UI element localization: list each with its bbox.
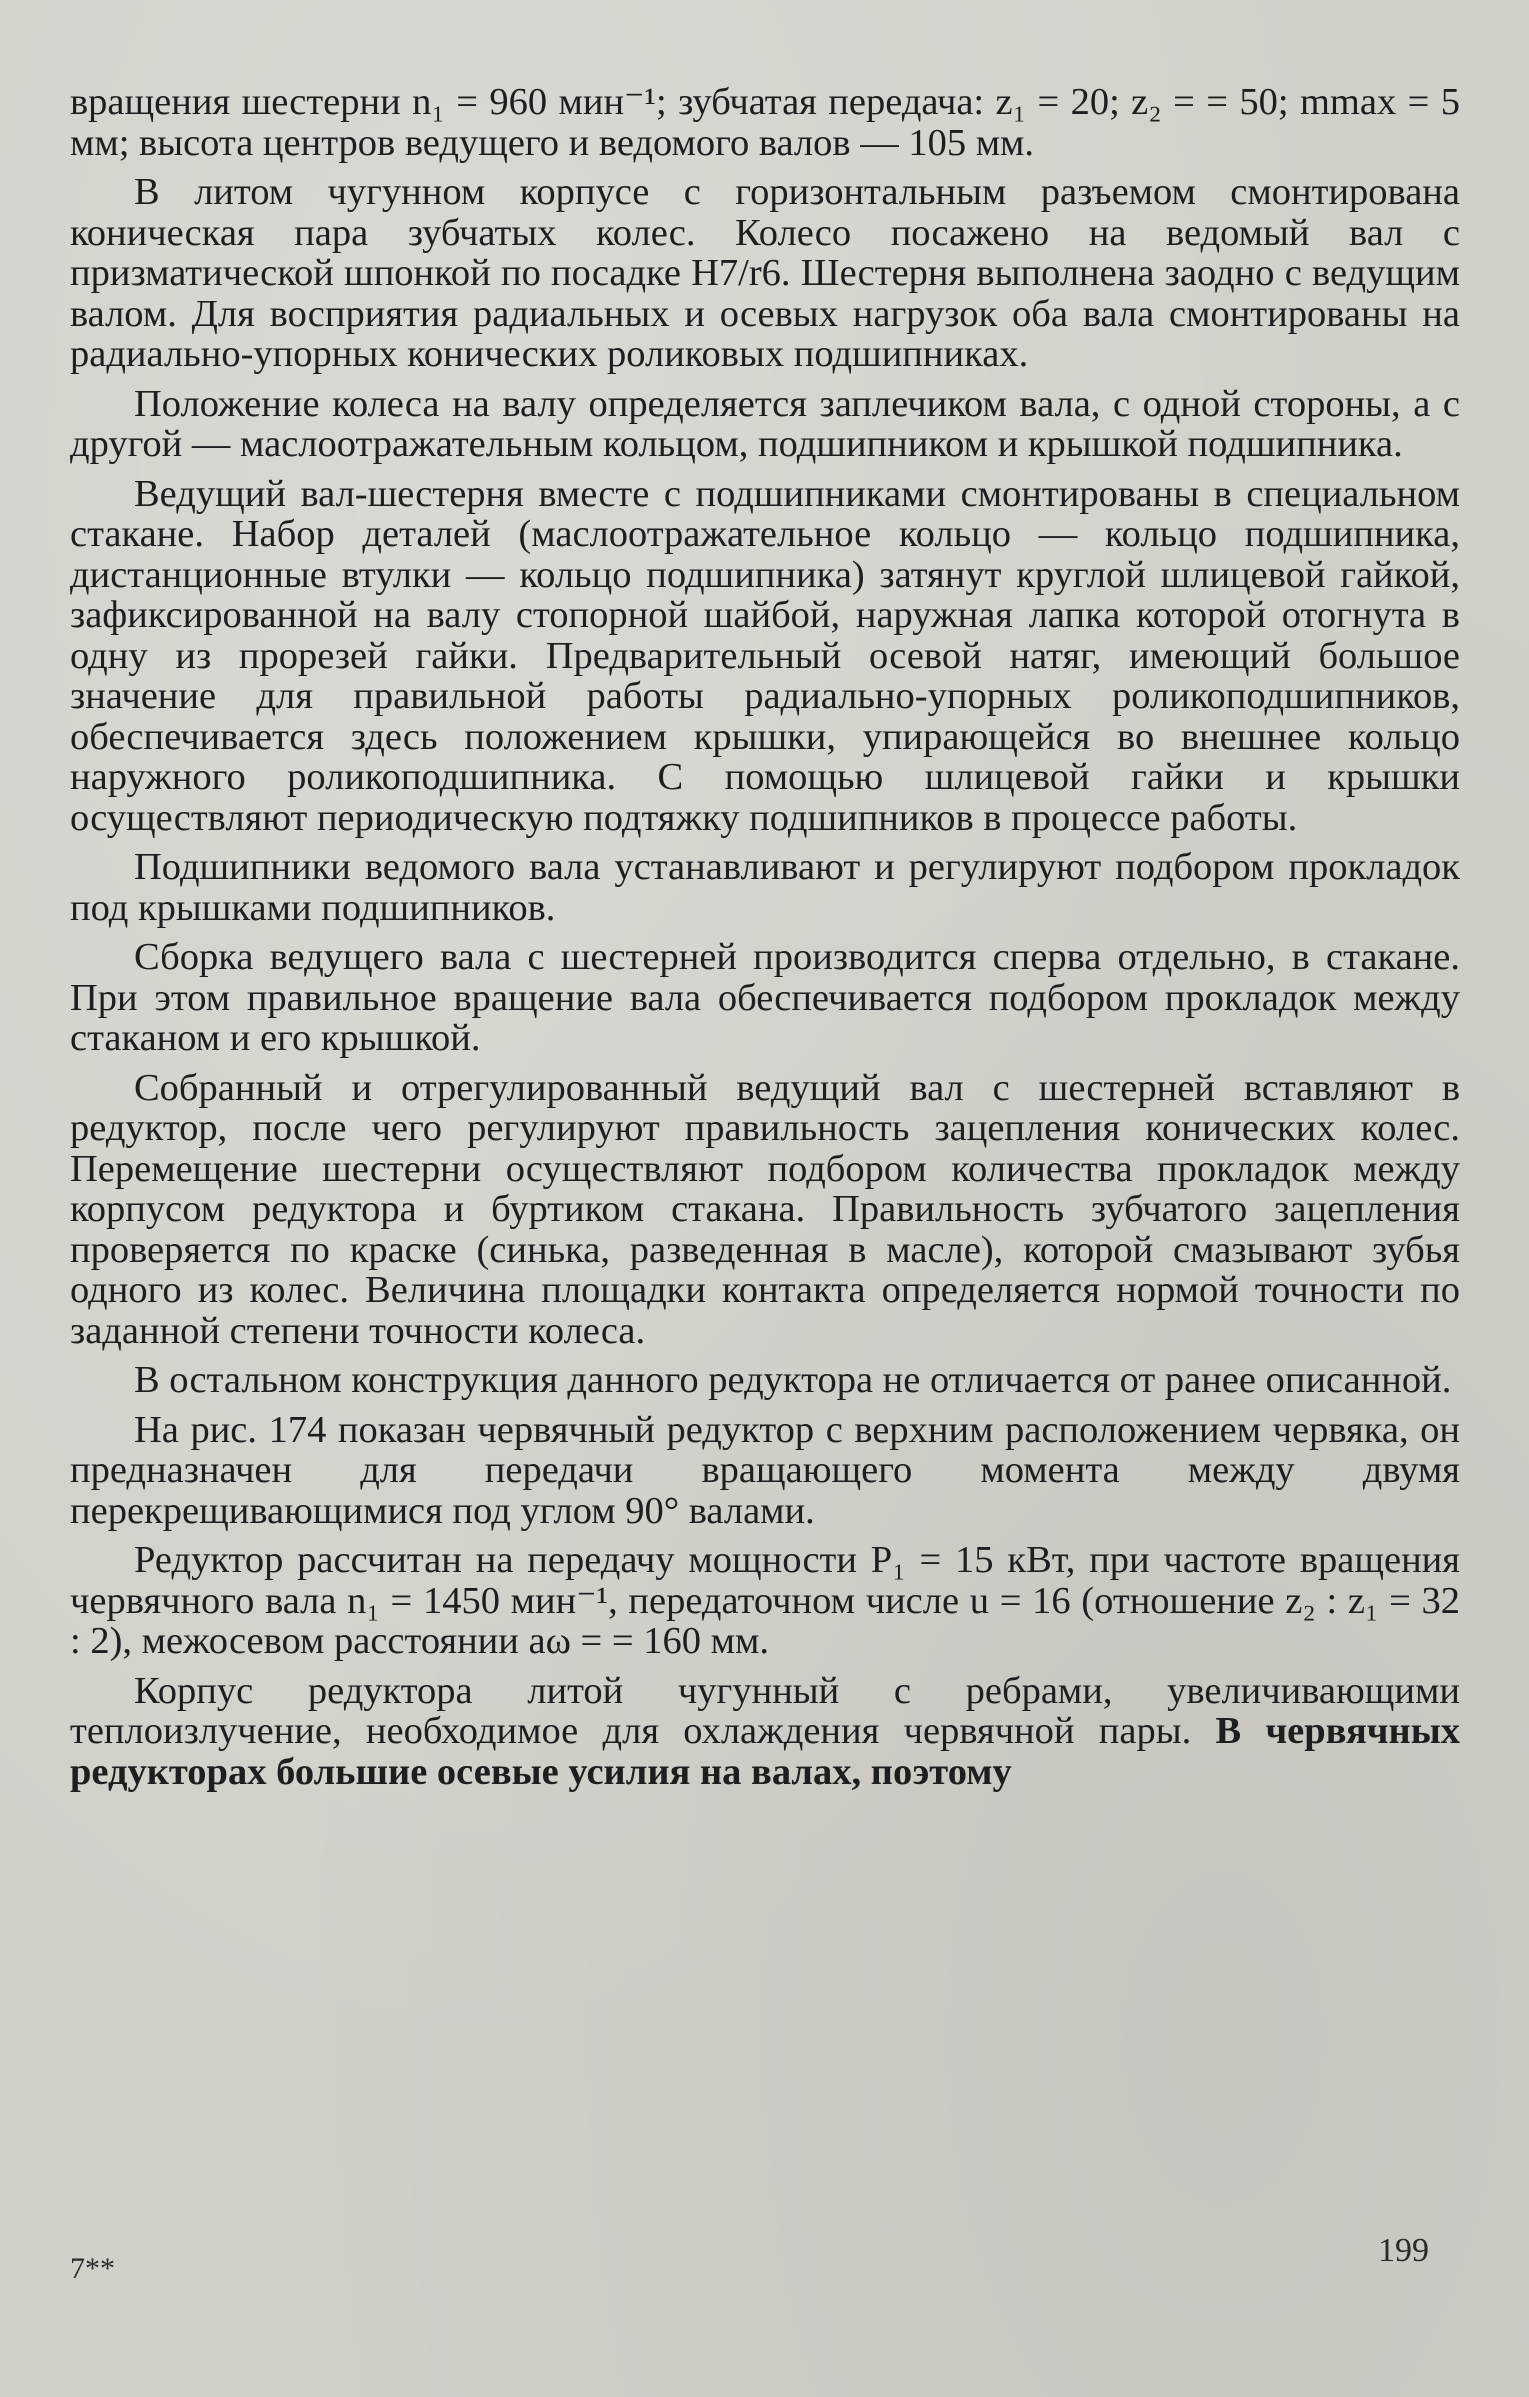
paragraph-text: В литом чугунном корпусе с горизонтальным разъемом смонтирована коническая пара зубчатых колес. Колесо посажено на ведомый вал с призматической шпонкой по посадке H7/r6. Шестерня выполнена заодно с ведущим валом. Для восприятия радиальных и осевых нагрузок оба вала смонтированы на радиально-упорных конических роликовых подшипниках. xyxy=(70,171,1460,375)
paragraph-9 xyxy=(70,1410,1460,1532)
paragraph-11 xyxy=(70,1671,1460,1793)
paragraph-6 xyxy=(70,937,1460,1059)
paragraph-text: Ведущий вал-шестерня вместе с подшипниками смонтированы в специальном стакане. Набор деталей (маслоотражательное кольцо — кольцо подшипника, дистанционные втулки — кольцо подшипника) затянут круглой шлицевой гайкой, зафиксированной на валу стопорной шайбой, наружная лапка которой отогнута в одну из прорезей гайки. Предварительный осевой натяг, имеющий большое значение для правильной работы радиально-упорных роликоподшипников, обеспечивается здесь положением крышки, упирающейся во внешнее кольцо наружного роликоподшипника. С помощью шлицевой гайки и крышки осуществляют периодическую подтяжку подшипников в процессе работы. xyxy=(70,472,1460,839)
paragraph-10 xyxy=(70,1540,1460,1662)
paragraph-7 xyxy=(70,1068,1460,1352)
paragraph-3 xyxy=(70,384,1460,465)
paragraph-text: Положение колеса на валу определяется заплечиком вала, с одной стороны, а с другой — маслоотражательным кольцом, подшипником и крышкой подшипника. xyxy=(70,382,1460,465)
paragraph-5 xyxy=(70,847,1460,928)
paragraph-text: Собранный и отрегулированный ведущий вал с шестерней вставляют в редуктор, после чего регулируют правильность зацепления конических колес. Перемещение шестерни осуществляют подбором количества прокладок между корпусом редуктора и буртиком стакана. Правильность зубчатого зацепления проверяется по краске (синька, разведенная в масле), которой смазывают зубья одного из колес. Величина площадки контакта определяется нормой точности по заданной степени точности колеса. xyxy=(70,1066,1460,1352)
paragraph-4 xyxy=(70,474,1460,839)
paragraph-2 xyxy=(70,172,1460,375)
paragraph-text: Подшипники ведомого вала устанавливают и регулируют подбором прокладок под крышками подшипников. xyxy=(70,846,1460,929)
page-number: 199 xyxy=(1378,2232,1429,2269)
paragraph-text: В остальном конструкция данного редуктора не отличается от ранее описанной. xyxy=(134,1359,1452,1401)
paragraph-1 xyxy=(70,82,1460,163)
paragraph-text: Корпус редуктора литой чугунный с ребрами, увеличивающими теплоизлучение, необходимое для охлаждения червячной пары. xyxy=(70,1669,1460,1752)
paragraph-text: Сборка ведущего вала с шестерней производится сперва отдельно, в стакане. При этом правильное вращение вала обеспечивается подбором прокладок между стаканом и его крышкой. xyxy=(70,936,1460,1059)
paragraph-bold-text: В червячных редукторах большие осевые усилия на валах, поэтому xyxy=(70,1710,1460,1793)
paragraph-text: На рис. 174 показан червячный редуктор с верхним расположением червяка, он предназначен для передачи вращающего момента между двумя перекрещивающимися под углом 90° валами. xyxy=(70,1408,1460,1532)
paragraph-8 xyxy=(70,1360,1460,1401)
paragraph-text: вращения шестерни n₁ = 960 мин⁻¹; зубчатая передача: z₁ = 20; z₂ = = 50; mmax = 5 мм; высота центров ведущего и ведомого валов — 105 мм. xyxy=(70,81,1460,164)
signature-mark: 7** xyxy=(70,2252,115,2285)
body-text xyxy=(70,82,1460,1801)
paragraph-text: Редуктор рассчитан на передачу мощности P₁ = 15 кВт, при частоте вращения червячного вала n₁ = 1450 мин⁻¹, передаточном числе u = 16 (отношение z₂ : z₁ = 32 : 2), межосевом расстоянии aω = = 160 мм. xyxy=(70,1539,1460,1662)
